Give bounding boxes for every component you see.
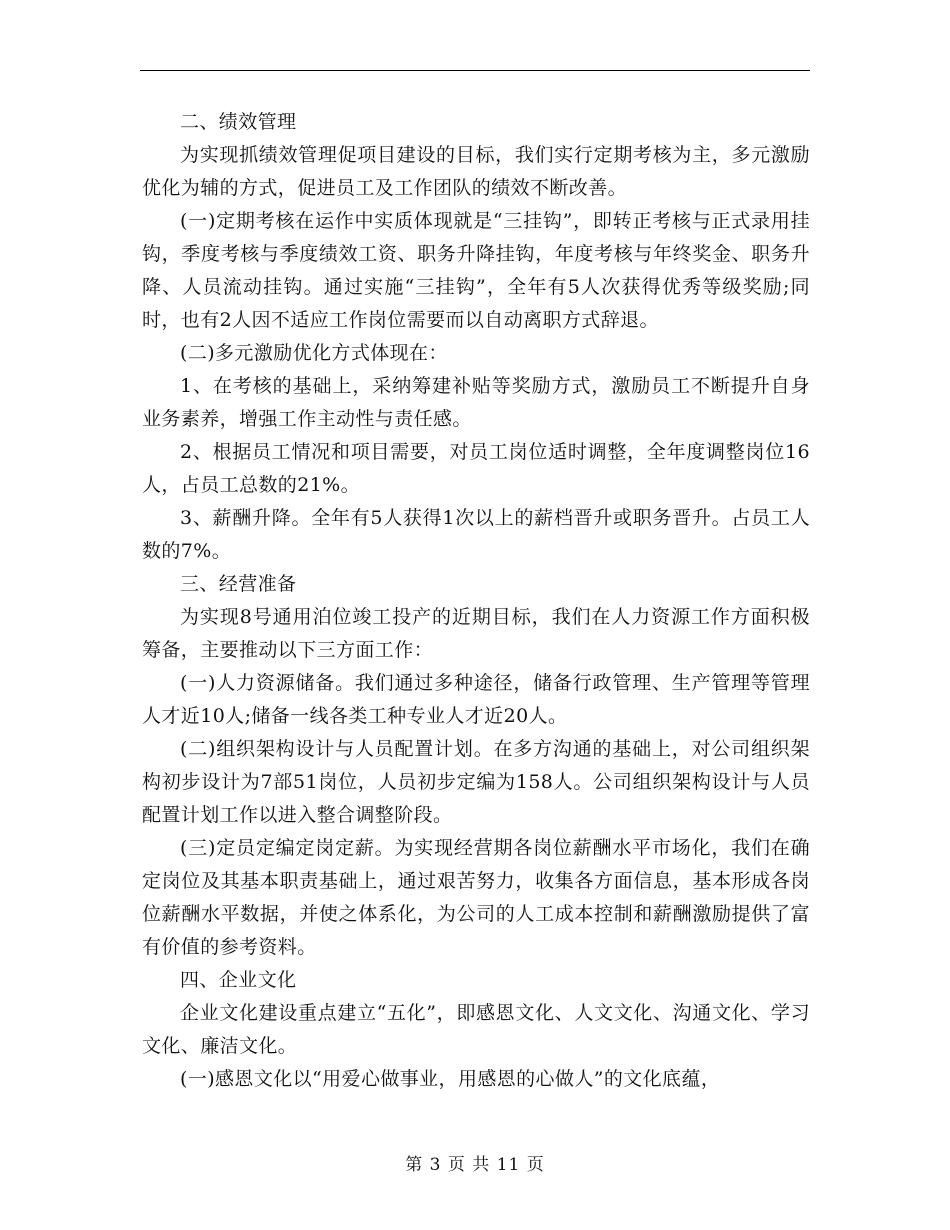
paragraph: (二)多元激励优化方式体现在： [180, 342, 448, 364]
paragraph: (一)人力资源储备。我们通过多种途径，储备行政管理、生产管理等管理人才近10人;储备一线各类工种专业人才近20人。 [142, 672, 810, 727]
paragraph: 为实现8号通用泊位竣工投产的近期目标，我们在人力资源工作方面积极筹备，主要推动以下三方面工作： [142, 606, 810, 661]
section-heading-performance: 二、绩效管理 [180, 111, 297, 133]
document-body [142, 106, 810, 1096]
paragraph: 1、在考核的基础上，采纳筹建补贴等奖励方式，激励员工不断提升自身业务素养，增强工作主动性与责任感。 [142, 375, 810, 430]
paragraph: (三)定员定编定岗定薪。为实现经营期各岗位薪酬水平市场化，我们在确定岗位及其基本职责基础上，通过艰苦努力，收集各方面信息，基本形成各岗位薪酬水平数据，并使之体系化，为公司的人工成本控制和薪酬激励提供了富有价值的参考资料。 [142, 837, 810, 958]
section-heading-culture: 四、企业文化 [180, 969, 297, 991]
paragraph: 3、薪酬升降。全年有5人获得1次以上的薪档晋升或职务晋升。占员工人数的7%。 [142, 507, 810, 562]
section-heading-operations: 三、经营准备 [180, 573, 297, 595]
header-rule [140, 70, 810, 71]
paragraph: 企业文化建设重点建立“五化”，即感恩文化、人文文化、沟通文化、学习文化、廉洁文化。 [142, 1002, 810, 1057]
paragraph: (一)感恩文化以“用爱心做事业，用感恩的心做人”的文化底蕴， [180, 1068, 721, 1090]
paragraph: 为实现抓绩效管理促项目建设的目标，我们实行定期考核为主，多元激励优化为辅的方式，促进员工及工作团队的绩效不断改善。 [142, 144, 810, 199]
page-number: 第 3 页 共 11 页 [405, 1155, 545, 1175]
paragraph: (二)组织架构设计与人员配置计划。在多方沟通的基础上，对公司组织架构初步设计为7部51岗位，人员初步定编为158人。公司组织架构设计与人员配置计划工作以进入整合调整阶段。 [142, 738, 810, 826]
paragraph: (一)定期考核在运作中实质体现就是“三挂钩”，即转正考核与正式录用挂钩，季度考核与季度绩效工资、职务升降挂钩，年度考核与年终奖金、职务升降、人员流动挂钩。通过实施“三挂钩”，全年有5人次获得优秀等级奖励;同时，也有2人因不适应工作岗位需要而以自动离职方式辞退。 [142, 210, 810, 331]
paragraph: 2、根据员工情况和项目需要，对员工岗位适时调整，全年度调整岗位16人，占员工总数的21%。 [142, 441, 810, 496]
